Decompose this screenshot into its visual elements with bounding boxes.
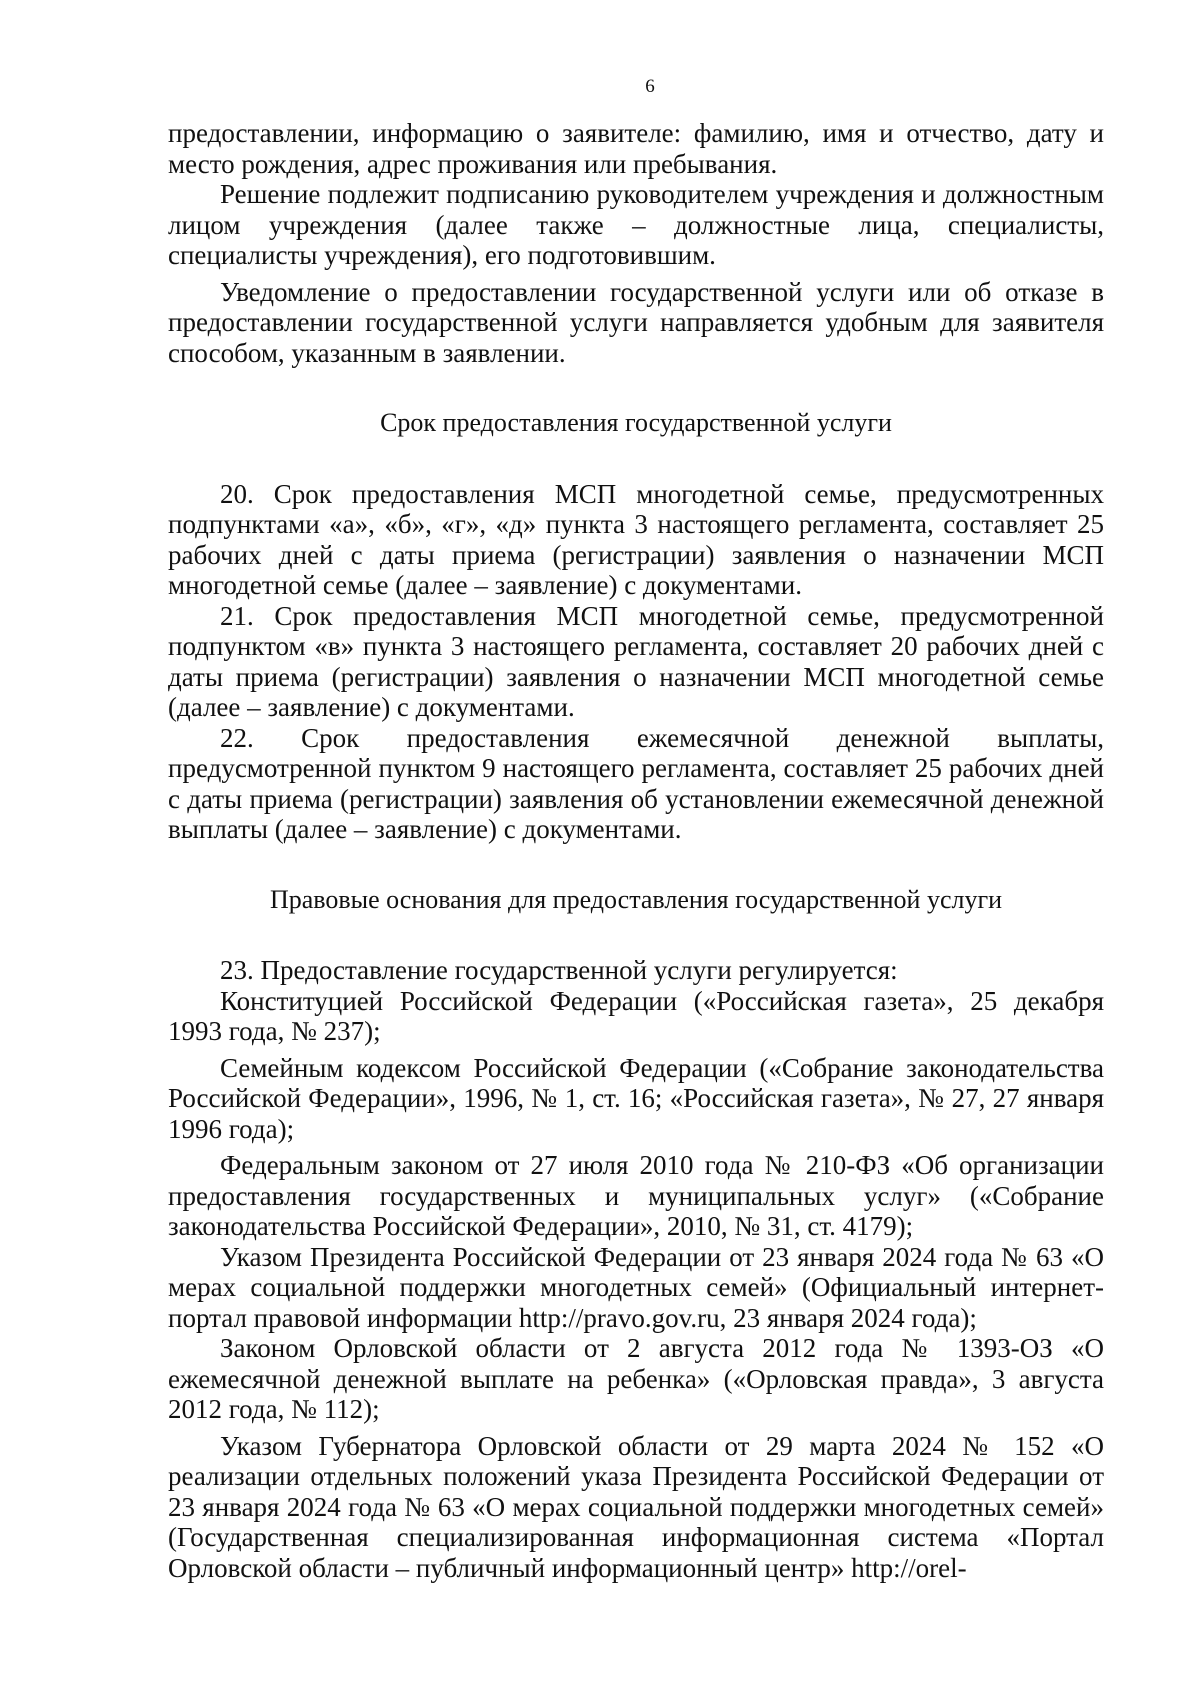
document-body	[168, 118, 1104, 1583]
law-presidential-decree-63: Указом Президента Российской Федерации от 23 января 2024 года № 63 «О мерах социальной поддержки многодетных семей» (Официальный интернет-портал правовой информации http://pravo.gov.ru, 23 января 2024 года);	[168, 1241, 1104, 1333]
paragraph-notification: Уведомление о предоставлении государственной услуги или об отказе в предоставлении государственной услуги направляется удобным для заявителя способом, указанным в заявлении.	[168, 276, 1104, 368]
law-family-code: Семейным кодексом Российской Федерации («Собрание законодательства Российской Федерации», 1996, № 1, ст. 16; «Российская газета», № 27, 27 января 1996 года);	[168, 1052, 1104, 1144]
paragraph-21: 21. Срок предоставления МСП многодетной семье, предусмотренной подпунктом «в» пункта 3 настоящего регламента, составляет 20 рабочих дней с даты приема (регистрации) заявления о назначении МСП многодетной семье (далее – заявление) с документами.	[168, 600, 1104, 722]
paragraph-continuation: предоставлении, информацию о заявителе: фамилию, имя и отчество, дату и место рождения, адрес проживания или пребывания.	[168, 118, 1104, 179]
law-oryol-1393: Законом Орловской области от 2 августа 2012 года № 1393-ОЗ «О ежемесячной денежной выплате на ребенка» («Орловская правда», 3 августа 2012 года, № 112);	[168, 1333, 1104, 1424]
page-number: 6	[645, 76, 655, 97]
law-federal-210: Федеральным законом от 27 июля 2010 года № 210-ФЗ «Об организации предоставления государственных и муниципальных услуг» («Собрание законодательства Российской Федерации», 2010, № 31, ст. 4179);	[168, 1150, 1104, 1241]
paragraph-23: 23. Предоставление государственной услуги регулируется:	[220, 955, 898, 985]
paragraph-decision: Решение подлежит подписанию руководителем учреждения и должностным лицом учреждения (далее также – должностные лица, специалисты, специалисты учреждения), его подготовившим.	[168, 179, 1104, 270]
law-constitution: Конституцией Российской Федерации («Российская газета», 25 декабря 1993 года, № 237);	[168, 985, 1104, 1046]
section-heading-legal-basis: Правовые основания для предоставления государственной услуги	[269, 884, 1003, 914]
paragraph-22: 22. Срок предоставления ежемесячной денежной выплаты, предусмотренной пунктом 9 настоящего регламента, составляет 25 рабочих дней с даты приема (регистрации) заявления об установлении ежемесячной денежной выплаты (далее – заявление) с документами.	[168, 722, 1104, 844]
section-heading-term: Срок предоставления государственной услуги	[380, 408, 892, 437]
paragraph-20: 20. Срок предоставления МСП многодетной семье, предусмотренных подпунктами «а», «б», «г», «д» пункта 3 настоящего регламента, составляет 25 рабочих дней с даты приема (регистрации) заявления о назначении МСП многодетной семье (далее – заявление) с документами.	[168, 478, 1104, 600]
law-governor-decree-152: Указом Губернатора Орловской области от 29 марта 2024 № 152 «О реализации отдельных положений указа Президента Российской Федерации от 23 января 2024 года № 63 «О мерах социальной поддержки многодетных семей» (Государственная специализированная информационная система «Портал Орловской области – публичный информационный центр» http://orel-	[168, 1430, 1104, 1583]
